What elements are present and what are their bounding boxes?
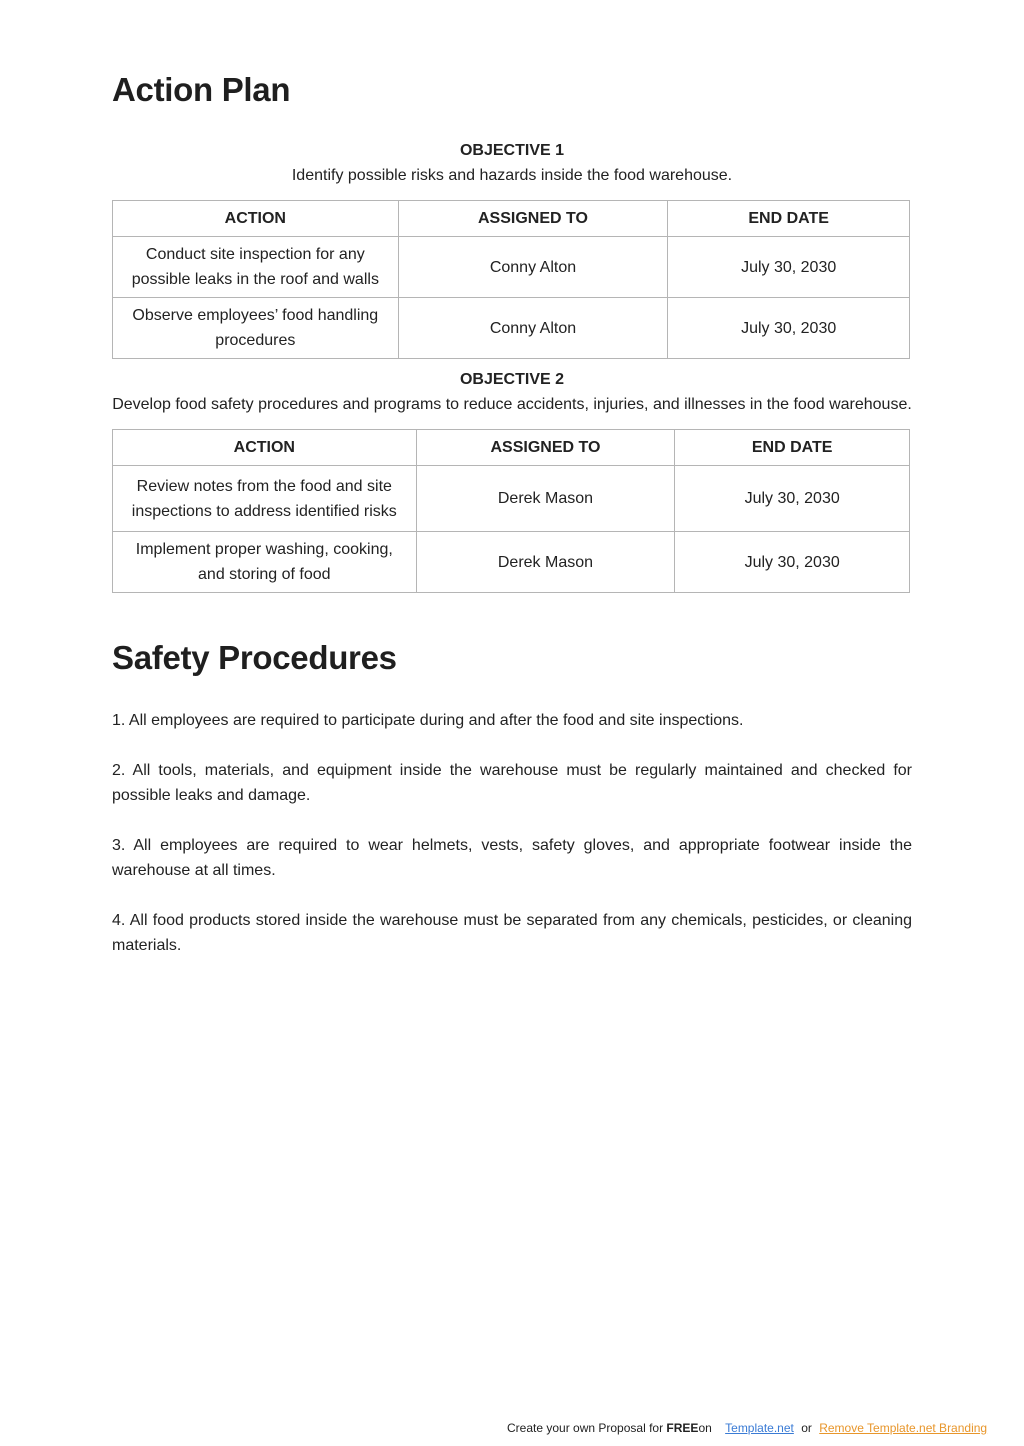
procedure-item: 4. All food products stored inside the warehouse must be separated from any chemicals, pesticides, or cleaning materials. bbox=[112, 912, 912, 954]
action-cell: Review notes from the food and site inspections to address identified risks bbox=[113, 466, 417, 532]
objective-2-table bbox=[112, 429, 910, 593]
table-row bbox=[113, 237, 910, 298]
objective-2-description: Develop food safety procedures and programs to reduce accidents, injuries, and illnesses in the food warehouse. bbox=[112, 396, 912, 413]
action-cell: Conduct site inspection for any possible leaks in the roof and walls bbox=[113, 237, 399, 298]
table-row bbox=[113, 298, 910, 359]
objective-1-table bbox=[112, 200, 910, 359]
end-date-cell: July 30, 2030 bbox=[675, 532, 910, 593]
objective-2-title: OBJECTIVE 2 bbox=[459, 371, 565, 388]
footer-on: on bbox=[698, 1421, 712, 1435]
table-header-row bbox=[113, 201, 910, 237]
footer-free: FREE bbox=[666, 1421, 699, 1435]
assigned-to-cell: Derek Mason bbox=[416, 466, 675, 532]
end-date-cell: July 30, 2030 bbox=[668, 298, 910, 359]
table-row bbox=[113, 466, 910, 532]
column-header-action: ACTION bbox=[113, 201, 399, 237]
procedure-item: 3. All employees are required to wear helmets, vests, safety gloves, and appropriate footwear inside the warehouse at all times. bbox=[112, 837, 912, 879]
table-row bbox=[113, 532, 910, 593]
safety-procedures-heading: Safety Procedures bbox=[112, 639, 397, 676]
end-date-cell: July 30, 2030 bbox=[675, 466, 910, 532]
table-header-row bbox=[113, 430, 910, 466]
action-cell: Observe employees’ food handling procedures bbox=[113, 298, 399, 359]
footer-prefix: Create your own Proposal for bbox=[507, 1421, 667, 1435]
column-header-assigned-to: ASSIGNED TO bbox=[416, 430, 675, 466]
objective-1-description: Identify possible risks and hazards inside the food warehouse. bbox=[291, 167, 733, 184]
template-net-link[interactable]: Template.net bbox=[725, 1421, 794, 1435]
column-header-end-date: END DATE bbox=[675, 430, 910, 466]
action-plan-heading: Action Plan bbox=[112, 71, 291, 108]
footer-or: or bbox=[801, 1421, 812, 1435]
assigned-to-cell: Conny Alton bbox=[398, 298, 668, 359]
end-date-cell: July 30, 2030 bbox=[668, 237, 910, 298]
footer-branding bbox=[507, 1419, 987, 1437]
remove-branding-link[interactable]: Remove Template.net Branding bbox=[819, 1421, 988, 1435]
assigned-to-cell: Derek Mason bbox=[416, 532, 675, 593]
column-header-assigned-to: ASSIGNED TO bbox=[398, 201, 668, 237]
objective-1-title: OBJECTIVE 1 bbox=[459, 142, 565, 159]
action-cell: Implement proper washing, cooking, and storing of food bbox=[113, 532, 417, 593]
column-header-end-date: END DATE bbox=[668, 201, 910, 237]
assigned-to-cell: Conny Alton bbox=[398, 237, 668, 298]
procedure-item: 2. All tools, materials, and equipment inside the warehouse must be regularly maintained and checked for possible leaks and damage. bbox=[112, 762, 912, 804]
procedure-item: 1. All employees are required to participate during and after the food and site inspections. bbox=[112, 712, 744, 729]
column-header-action: ACTION bbox=[113, 430, 417, 466]
